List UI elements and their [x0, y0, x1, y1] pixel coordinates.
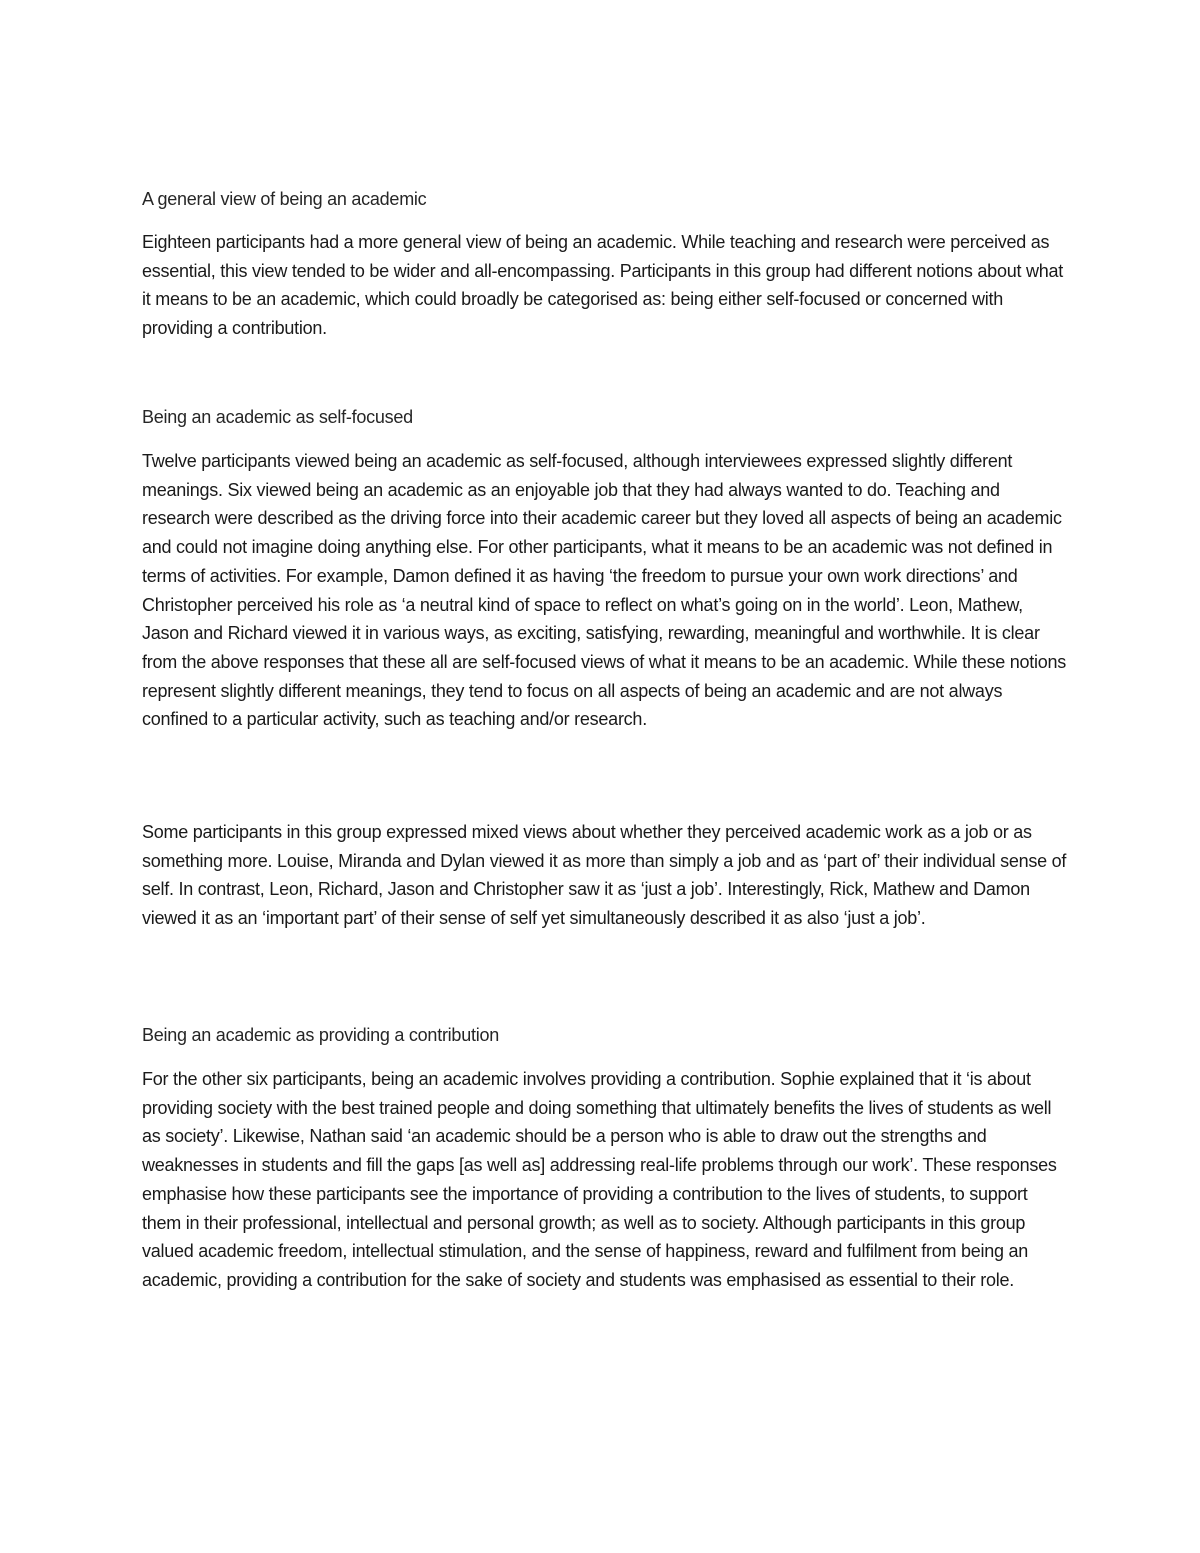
section-heading-contribution: Being an academic as providing a contribution: [142, 1025, 499, 1045]
paragraph-self-focused: Twelve participants viewed being an academic as self-focused, although interviewees expressed slightly different meanings. Six viewed being an academic as an enjoyable job that they had always wanted to do. Teaching and research were described as the driving force into their academic career but they loved all aspects of being an academic and could not imagine doing anything else. For other participants, what it means to be an academic was not defined in terms of activities. For example, Damon defined it as having ‘the freedom to pursue your own work directions’ and Christopher perceived his role as ‘a neutral kind of space to reflect on what’s going on in the world’. Leon, Mathew, Jason and Richard viewed it in various ways, as exciting, satisfying, rewarding, meaningful and worthwhile. It is clear from the above responses that these all are self-focused views of what it means to be an academic. While these notions represent slightly different meanings, they tend to focus on all aspects of being an academic and are not always confined to a particular activity, such as teaching and/or research.: [142, 451, 1067, 730]
paragraph-mixed-views: Some participants in this group expressed mixed views about whether they perceived academic work as a job or as something more. Louise, Miranda and Dylan viewed it as more than simply a job and as ‘part of’ their individual sense of self. In contrast, Leon, Richard, Jason and Christopher saw it as ‘just a job’. Interestingly, Rick, Mathew and Damon viewed it as an ‘important part’ of their sense of self yet simultaneously described it as also ‘just a job’.: [142, 822, 1067, 929]
paragraph-general-view: Eighteen participants had a more general view of being an academic. While teaching and research were perceived as essential, this view tended to be wider and all-encompassing. Participants in this group had different notions about what it means to be an academic, which could broadly be categorised as: being either self-focused or concerned with providing a contribution.: [142, 232, 1063, 339]
section-heading-general-view: A general view of being an academic: [142, 189, 427, 209]
section-heading-self-focused: Being an academic as self-focused: [142, 407, 413, 427]
paragraph-contribution: For the other six participants, being an academic involves providing a contribution. Sophie explained that it ‘is about providing society with the best trained people and doing something that ultimately benefits the lives of students as well as society’. Likewise, Nathan said ‘an academic should be a person who is able to draw out the strengths and weaknesses in students and fill the gaps [as well as] addressing real-life problems through our work’. These responses emphasise how these participants see the importance of providing a contribution to the lives of students, to support them in their professional, intellectual and personal growth; as well as to society. Although participants in this group valued academic freedom, intellectual stimulation, and the sense of happiness, reward and fulfilment from being an academic, providing a contribution for the sake of society and students was emphasised as essential to their role.: [142, 1069, 1057, 1290]
